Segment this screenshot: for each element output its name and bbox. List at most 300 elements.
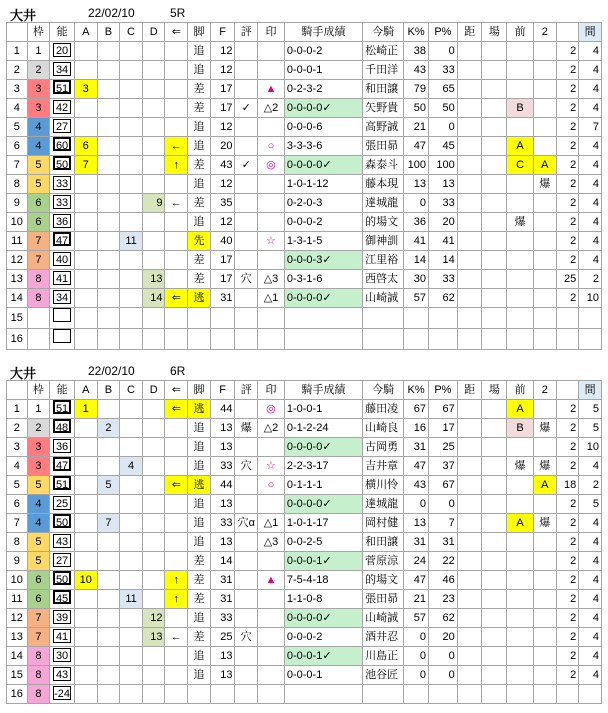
seiseki-cell xyxy=(284,308,362,329)
kyori-cell xyxy=(457,495,482,514)
col-c xyxy=(120,251,143,270)
hyo-cell: ✓ xyxy=(235,156,258,175)
seiseki-cell: 1-0-1-12 xyxy=(284,175,362,194)
col-d xyxy=(142,495,165,514)
rating-cell xyxy=(50,647,75,666)
ba-cell xyxy=(482,628,507,647)
column-header: K% xyxy=(404,23,429,42)
k-pct-cell xyxy=(404,308,429,329)
row-number: 5 xyxy=(7,118,28,137)
rating-cell xyxy=(50,514,75,533)
kyaku-cell: 差 xyxy=(188,194,211,213)
kiju-cell: 西啓太 xyxy=(363,270,404,289)
mae-cell: B xyxy=(507,419,534,438)
shirushi-cell xyxy=(258,495,285,514)
col-a: 7 xyxy=(74,156,97,175)
p-pct-cell: 33 xyxy=(428,61,457,80)
p-pct-cell: 22 xyxy=(428,552,457,571)
kyori-cell xyxy=(457,685,482,704)
e-cell: 2 xyxy=(556,156,579,175)
f-cell: 13 xyxy=(210,419,235,438)
col-a xyxy=(74,213,97,232)
f-cell: 44 xyxy=(210,476,235,495)
column-header xyxy=(556,381,579,400)
waku-cell: 8 xyxy=(27,647,50,666)
p-pct-cell: 25 xyxy=(428,438,457,457)
kyori-cell xyxy=(457,457,482,476)
col-b xyxy=(97,251,120,270)
seiseki-cell: 1-3-1-5 xyxy=(284,232,362,251)
two-cell xyxy=(533,571,556,590)
waku-cell: 8 xyxy=(27,666,50,685)
arrow-cell: ↑ xyxy=(165,156,188,175)
col-a xyxy=(74,329,97,350)
shirushi-cell xyxy=(258,647,285,666)
two-cell xyxy=(533,495,556,514)
f-cell: 33 xyxy=(210,609,235,628)
col-d xyxy=(142,308,165,329)
kyaku-cell: 差 xyxy=(188,80,211,99)
column-header-row xyxy=(7,23,602,42)
seiseki-cell: 3-3-3-6 xyxy=(284,137,362,156)
k-pct-cell: 100 xyxy=(404,156,429,175)
seiseki-cell: 0-0-0-2 xyxy=(284,628,362,647)
col-c xyxy=(120,270,143,289)
arrow-cell xyxy=(165,533,188,552)
kyaku-cell: 追 xyxy=(188,495,211,514)
col-a xyxy=(74,289,97,308)
e-cell: 2 xyxy=(556,438,579,457)
shirushi-cell xyxy=(258,438,285,457)
col-c: 11 xyxy=(120,232,143,251)
mae-cell xyxy=(507,251,534,270)
kiju-cell xyxy=(363,329,404,350)
rating-box: 51 xyxy=(53,400,71,414)
two-cell xyxy=(533,80,556,99)
column-header: 能 xyxy=(50,23,75,42)
col-b xyxy=(97,552,120,571)
row-number: 2 xyxy=(7,61,28,80)
p-pct-cell: 31 xyxy=(428,533,457,552)
column-header: 2 xyxy=(533,381,556,400)
p-pct-cell: 65 xyxy=(428,80,457,99)
hyo-cell xyxy=(235,175,258,194)
shirushi-cell xyxy=(258,61,285,80)
kyori-cell xyxy=(457,609,482,628)
row-number: 16 xyxy=(7,329,28,350)
rating-cell xyxy=(50,61,75,80)
kiju-cell: 江里裕 xyxy=(363,251,404,270)
rating-cell xyxy=(50,80,75,99)
mae-cell: A xyxy=(507,514,534,533)
f-cell: 13 xyxy=(210,666,235,685)
col-d xyxy=(142,329,165,350)
row-number: 14 xyxy=(7,647,28,666)
shirushi-cell xyxy=(258,42,285,61)
col-a: 1 xyxy=(74,400,97,419)
kyori-cell xyxy=(457,552,482,571)
kiju-cell: 千田洋 xyxy=(363,61,404,80)
mae-cell xyxy=(507,308,534,329)
ma-cell: 10 xyxy=(579,438,602,457)
column-header: C xyxy=(120,23,143,42)
ba-cell xyxy=(482,419,507,438)
shirushi-cell: △3 xyxy=(258,270,285,289)
rating-box: 33 xyxy=(53,195,71,209)
col-c xyxy=(120,666,143,685)
table-row xyxy=(7,685,602,704)
rating-box: 36 xyxy=(53,439,71,453)
race-date: 22/02/10 xyxy=(88,364,135,378)
e-cell: 2 xyxy=(556,400,579,419)
p-pct-cell: 23 xyxy=(428,590,457,609)
col-d xyxy=(142,666,165,685)
kyori-cell xyxy=(457,628,482,647)
column-header: B xyxy=(97,381,120,400)
k-pct-cell: 57 xyxy=(404,289,429,308)
p-pct-cell: 20 xyxy=(428,213,457,232)
col-d xyxy=(142,61,165,80)
col-a xyxy=(74,609,97,628)
p-pct-cell: 62 xyxy=(428,609,457,628)
col-d xyxy=(142,514,165,533)
ba-cell xyxy=(482,666,507,685)
row-number: 5 xyxy=(7,476,28,495)
col-b xyxy=(97,175,120,194)
kyori-cell xyxy=(457,533,482,552)
two-cell: 爆 xyxy=(533,175,556,194)
mae-cell xyxy=(507,571,534,590)
shirushi-cell: ◎ xyxy=(258,156,285,175)
col-b xyxy=(97,289,120,308)
row-number: 7 xyxy=(7,514,28,533)
col-c xyxy=(120,137,143,156)
rating-box: 39 xyxy=(53,610,71,624)
col-d xyxy=(142,99,165,118)
k-pct-cell: 0 xyxy=(404,666,429,685)
shirushi-cell xyxy=(258,175,285,194)
f-cell xyxy=(210,329,235,350)
arrow-cell: ← xyxy=(165,137,188,156)
f-cell: 17 xyxy=(210,80,235,99)
col-c xyxy=(120,533,143,552)
col-d xyxy=(142,438,165,457)
k-pct-cell: 47 xyxy=(404,137,429,156)
ma-cell: 4 xyxy=(579,232,602,251)
k-pct-cell: 38 xyxy=(404,42,429,61)
kiju-cell: 藤田凌 xyxy=(363,400,404,419)
kyaku-cell: 追 xyxy=(188,533,211,552)
arrow-cell: ← xyxy=(165,194,188,213)
f-cell: 33 xyxy=(210,514,235,533)
k-pct-cell: 50 xyxy=(404,99,429,118)
column-header: 印 xyxy=(258,23,285,42)
mae-cell xyxy=(507,666,534,685)
table-row xyxy=(7,590,602,609)
col-d xyxy=(142,590,165,609)
col-a xyxy=(74,514,97,533)
seiseki-cell: 0-0-0-0✓ xyxy=(284,495,362,514)
column-header: 枠 xyxy=(27,381,50,400)
table-row xyxy=(7,99,602,118)
hyo-cell xyxy=(235,400,258,419)
p-pct-cell: 46 xyxy=(428,571,457,590)
col-a xyxy=(74,457,97,476)
p-pct-cell: 67 xyxy=(428,476,457,495)
k-pct-cell: 31 xyxy=(404,533,429,552)
two-cell xyxy=(533,42,556,61)
col-b xyxy=(97,533,120,552)
row-number: 16 xyxy=(7,685,28,704)
seiseki-cell: 0-0-0-1✓ xyxy=(284,552,362,571)
rating-cell xyxy=(50,438,75,457)
arrow-cell xyxy=(165,685,188,704)
col-d xyxy=(142,137,165,156)
col-d xyxy=(142,213,165,232)
col-a xyxy=(74,495,97,514)
f-cell: 14 xyxy=(210,552,235,571)
table-row xyxy=(7,137,602,156)
kyori-cell xyxy=(457,270,482,289)
col-c xyxy=(120,194,143,213)
arrow-cell xyxy=(165,80,188,99)
column-header: 評 xyxy=(235,381,258,400)
kyori-cell xyxy=(457,137,482,156)
ma-cell: 4 xyxy=(579,61,602,80)
ba-cell xyxy=(482,495,507,514)
p-pct-cell xyxy=(428,308,457,329)
col-b xyxy=(97,61,120,80)
kyaku-cell: 追 xyxy=(188,118,211,137)
ma-cell: 4 xyxy=(579,666,602,685)
rating-cell xyxy=(50,137,75,156)
column-header: 今騎 xyxy=(363,381,404,400)
two-cell: 爆 xyxy=(533,514,556,533)
kyaku-cell: 差 xyxy=(188,251,211,270)
col-d xyxy=(142,457,165,476)
col-a xyxy=(74,308,97,329)
kyaku-cell: 差 xyxy=(188,99,211,118)
col-b xyxy=(97,270,120,289)
rating-box: 41 xyxy=(53,629,71,643)
hyo-cell: ✓ xyxy=(235,99,258,118)
arrow-cell xyxy=(165,61,188,80)
arrow-cell xyxy=(165,495,188,514)
arrow-cell xyxy=(165,419,188,438)
two-cell xyxy=(533,289,556,308)
e-cell: 2 xyxy=(556,213,579,232)
table-row xyxy=(7,438,602,457)
ba-cell xyxy=(482,308,507,329)
kiju-cell xyxy=(363,308,404,329)
ba-cell xyxy=(482,232,507,251)
seiseki-cell: 0-0-0-0✓ xyxy=(284,289,362,308)
p-pct-cell: 41 xyxy=(428,232,457,251)
shirushi-cell: ☆ xyxy=(258,457,285,476)
hyo-cell xyxy=(235,289,258,308)
col-c xyxy=(120,438,143,457)
row-number: 14 xyxy=(7,289,28,308)
ba-cell xyxy=(482,118,507,137)
shirushi-cell: ▲ xyxy=(258,571,285,590)
f-cell: 13 xyxy=(210,495,235,514)
p-pct-cell: 33 xyxy=(428,270,457,289)
race-header xyxy=(6,2,602,22)
seiseki-cell: 1-0-0-1 xyxy=(284,400,362,419)
kiju-cell: 和田譲 xyxy=(363,533,404,552)
kiju-cell: 山崎良 xyxy=(363,419,404,438)
f-cell: 12 xyxy=(210,42,235,61)
kyaku-cell: 逃 xyxy=(188,289,211,308)
e-cell: 2 xyxy=(556,80,579,99)
kiju-cell: 吉井章 xyxy=(363,457,404,476)
kiju-cell: 川島正 xyxy=(363,647,404,666)
hyo-cell xyxy=(235,42,258,61)
kyaku-cell: 追 xyxy=(188,61,211,80)
seiseki-cell: 0-0-0-1✓ xyxy=(284,647,362,666)
seiseki-cell xyxy=(284,685,362,704)
rating-box: 27 xyxy=(53,553,71,567)
e-cell: 18 xyxy=(556,476,579,495)
race-date: 22/02/10 xyxy=(88,6,135,20)
ba-cell xyxy=(482,571,507,590)
e-cell: 25 xyxy=(556,270,579,289)
f-cell: 43 xyxy=(210,156,235,175)
ma-cell: 4 xyxy=(579,137,602,156)
col-c xyxy=(120,42,143,61)
p-pct-cell: 45 xyxy=(428,137,457,156)
kyaku-cell: 差 xyxy=(188,156,211,175)
e-cell: 2 xyxy=(556,647,579,666)
column-header: ⇐ xyxy=(165,23,188,42)
waku-cell: 3 xyxy=(27,99,50,118)
col-d xyxy=(142,232,165,251)
column-header: 間 xyxy=(579,381,602,400)
column-header xyxy=(7,381,28,400)
row-number: 4 xyxy=(7,99,28,118)
e-cell: 2 xyxy=(556,609,579,628)
shirushi-cell xyxy=(258,329,285,350)
column-header: 脚 xyxy=(188,381,211,400)
shirushi-cell xyxy=(258,609,285,628)
hyo-cell: 爆 xyxy=(235,419,258,438)
kiju-cell: 張田昴 xyxy=(363,137,404,156)
column-header: 間 xyxy=(579,23,602,42)
k-pct-cell xyxy=(404,329,429,350)
column-header: 場 xyxy=(482,23,507,42)
waku-cell: 4 xyxy=(27,495,50,514)
seiseki-cell: 0-0-0-2 xyxy=(284,42,362,61)
table-row xyxy=(7,156,602,175)
arrow-cell xyxy=(165,329,188,350)
kiju-cell: 的場文 xyxy=(363,213,404,232)
f-cell: 31 xyxy=(210,590,235,609)
two-cell xyxy=(533,590,556,609)
col-a xyxy=(74,533,97,552)
column-header: A xyxy=(74,381,97,400)
p-pct-cell: 0 xyxy=(428,647,457,666)
arrow-cell xyxy=(165,438,188,457)
k-pct-cell: 67 xyxy=(404,400,429,419)
p-pct-cell: 0 xyxy=(428,495,457,514)
hyo-cell: 穴 xyxy=(235,270,258,289)
row-number: 13 xyxy=(7,270,28,289)
column-header: 今騎 xyxy=(363,23,404,42)
col-a: 3 xyxy=(74,80,97,99)
hyo-cell xyxy=(235,647,258,666)
kyaku-cell: 差 xyxy=(188,571,211,590)
arrow-cell xyxy=(165,213,188,232)
seiseki-cell: 0-0-0-0✓ xyxy=(284,438,362,457)
e-cell: 2 xyxy=(556,42,579,61)
row-number: 13 xyxy=(7,628,28,647)
rating-box: 43 xyxy=(53,534,71,548)
column-header: 場 xyxy=(482,381,507,400)
mae-cell: A xyxy=(507,137,534,156)
arrow-cell xyxy=(165,175,188,194)
col-b xyxy=(97,685,120,704)
kiju-cell: 山崎誠 xyxy=(363,609,404,628)
waku-cell: 6 xyxy=(27,213,50,232)
column-header: 距 xyxy=(457,23,482,42)
p-pct-cell: 13 xyxy=(428,175,457,194)
ma-cell: 4 xyxy=(579,552,602,571)
rating-box: 60 xyxy=(53,137,71,151)
e-cell: 2 xyxy=(556,666,579,685)
table-row xyxy=(7,232,602,251)
rating-cell xyxy=(50,552,75,571)
ba-cell xyxy=(482,590,507,609)
race-table xyxy=(6,380,602,704)
mae-cell xyxy=(507,628,534,647)
seiseki-cell: 0-0-0-6 xyxy=(284,118,362,137)
rating-cell xyxy=(50,419,75,438)
hyo-cell: 穴α xyxy=(235,514,258,533)
column-header: 騎手成績 xyxy=(284,23,362,42)
kiju-cell: 岡村健 xyxy=(363,514,404,533)
col-d xyxy=(142,251,165,270)
two-cell xyxy=(533,232,556,251)
col-b xyxy=(97,438,120,457)
arrow-cell xyxy=(165,514,188,533)
col-c xyxy=(120,329,143,350)
rating-box: 45 xyxy=(53,590,71,604)
rating-cell xyxy=(50,156,75,175)
rating-box: 34 xyxy=(53,62,71,76)
col-d xyxy=(142,533,165,552)
hyo-cell xyxy=(235,308,258,329)
col-c xyxy=(120,647,143,666)
mae-cell xyxy=(507,175,534,194)
column-header: F xyxy=(210,381,235,400)
mae-cell: A xyxy=(507,400,534,419)
table-row xyxy=(7,80,602,99)
mae-cell xyxy=(507,232,534,251)
ma-cell: 4 xyxy=(579,571,602,590)
waku-cell: 5 xyxy=(27,175,50,194)
row-number: 6 xyxy=(7,137,28,156)
rating-cell xyxy=(50,571,75,590)
hyo-cell xyxy=(235,438,258,457)
seiseki-cell xyxy=(284,329,362,350)
col-c: 11 xyxy=(120,590,143,609)
kyaku-cell: 逃 xyxy=(188,476,211,495)
rating-box: 33 xyxy=(53,176,71,190)
mae-cell xyxy=(507,329,534,350)
shirushi-cell xyxy=(258,552,285,571)
e-cell: 2 xyxy=(556,232,579,251)
column-header: 印 xyxy=(258,381,285,400)
